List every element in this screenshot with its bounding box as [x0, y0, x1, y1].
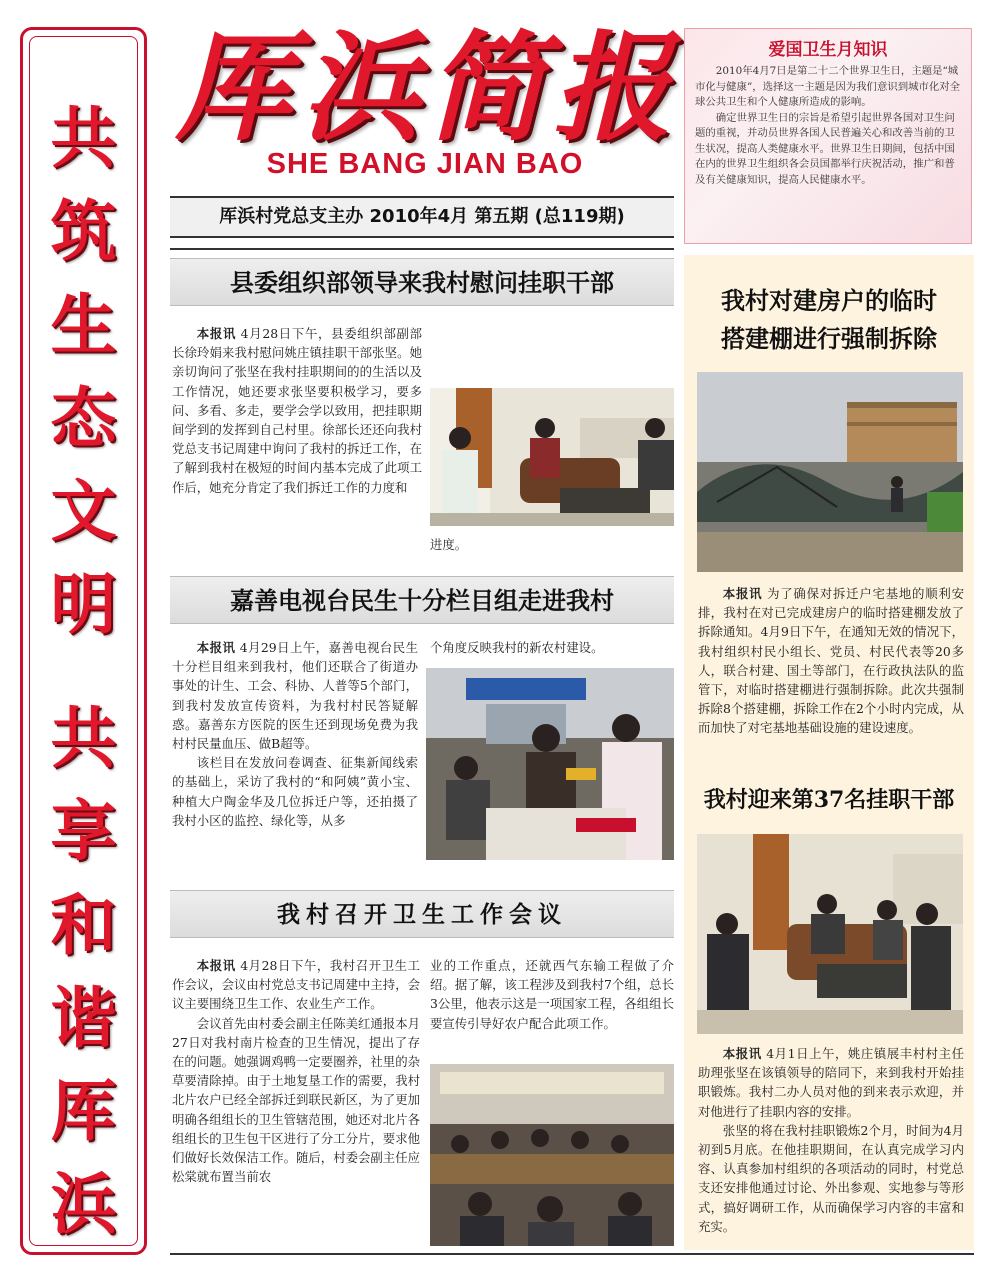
article2-photo	[426, 668, 674, 860]
side-slogan-banner	[20, 27, 147, 1255]
article1-photo	[430, 388, 674, 526]
masthead-pinyin: SHE BANG JIAN BAO	[266, 148, 584, 180]
article5-text1: 4月1日上午，姚庄镇展丰村村主任助理张坚在该镇领导的陪同下，来到我村开始挂职锻炼。我村二办人员对他的到来表示欢迎，并对他进行了挂职内容的安排。	[698, 1046, 964, 1119]
article3-text2: 会议首先由村委会副主任陈美红通报本月27日对我村南片检查的卫生情况，提出了存在的问题。她强调鸡鸭一定要圈养，社里的杂草要清除掉。由于土地复垦工作的需要，我村北片农户已经全部拆迁到联民新区，为了更加明确各组组长的卫生管辖范围，她还对北片各组组长的卫生包干区进行了分工分片，要求他们做好长效保洁工作。随后，村委会副主任应松棠就布置当前农	[172, 1015, 420, 1185]
article3-text3: 业的工作重点，还就西气东输工程做了介绍。据了解，该工程涉及到我村7个组，总长3公里，他表示这是一项国家工程，各组组长要宣传引导好农户配合此项工作。	[430, 958, 674, 1031]
slogan-char: 共	[50, 699, 117, 777]
article4-headline-line1: 我村对建房户的临时	[721, 286, 937, 315]
new-cadre-photo	[697, 834, 963, 1034]
article5-body	[698, 1044, 964, 1244]
section-divider	[170, 248, 674, 250]
article5-photo	[697, 834, 963, 1034]
article5-text2: 张坚的将在我村挂职锻炼2个月，时间为4月初到5月底。在他挂职期间，在认真完成学习内容、认真参加村组织的各项活动的同时，村党总支还安排他通过讨论、外出参观、实地参与等形式，搞好调研工作，从而确保学习内容的丰富和充实。	[698, 1122, 964, 1234]
article1-headline: 县委组织部领导来我村慰问挂职干部	[170, 258, 674, 306]
slogan-char: 态	[50, 379, 117, 457]
article4-text: 为了确保对拆迁户宅基地的顺利安排，我村在对已完成建房户的临时搭建棚发放了拆除通知。4月9日下午，在通知无效的情况下，我村组织村民小组长、党员、村民代表等20多人，联合村建、国土等部门，在行政执法队的监管下，对临时搭建棚进行强制拆除。此次共强制拆除8个搭建棚，拆除工作在2个小时内完成，从而加快了对宅基地基础设施的建设速度。	[698, 586, 964, 736]
article2-tail-text: 个角度反映我村的新农村建设。	[430, 640, 604, 655]
slogan-char: 生	[50, 286, 117, 364]
article1-lead: 本报讯	[196, 326, 237, 341]
article2-text2: 该栏目在发放问卷调查、征集新闻线索的基础上，采访了我村的“和阿姨”黄小宝、种植大户陶金华及几位拆迁户等，还拍摄了我村小区的监控、绿化等，从多	[172, 755, 418, 828]
slogan-char: 谐	[50, 979, 117, 1057]
masthead-title: 厍浜简报	[175, 18, 680, 157]
article4-body	[698, 584, 964, 744]
article5-lead: 本报讯	[722, 1046, 762, 1061]
slogan-char: 和	[50, 886, 117, 964]
slogan-char: 浜	[50, 1165, 117, 1243]
article4-headline-line2: 搭建棚进行强制拆除	[721, 324, 937, 353]
slogan-char: 文	[50, 472, 117, 550]
article3-lead: 本报讯	[196, 958, 236, 973]
bottom-rule	[170, 1253, 974, 1255]
office-visit-photo	[430, 388, 674, 526]
article2-text1: 4月29日上午，嘉善电视台民生十分栏目组来到我村，他们还联合了街道办事处的计生、工会、科协、人普等5个部门，到我村发放宣传资料，为我村村民答疑解惑。嘉善东方医院的医生还到现场免费为我村村民量血压、做B超等。	[172, 640, 418, 752]
article3-text1: 4月28日下午，我村召开卫生工作会议，会议由村党总支书记周建中主持，会议主要围绕卫生工作、农业生产工作。	[172, 958, 420, 1012]
knowledge-box-title: 爱国卫生月知识	[768, 40, 888, 60]
article4-headline	[684, 282, 974, 358]
slogan-char: 享	[50, 792, 117, 870]
article2-lead: 本报讯	[196, 640, 236, 655]
article1-tail	[430, 535, 674, 557]
slogan-char: 厍	[50, 1072, 117, 1150]
article1-tail-text: 进度。	[430, 537, 468, 552]
article2-headline: 嘉善电视台民生十分栏目组走进我村	[170, 576, 674, 624]
article5-headline: 我村迎来第37名挂职干部	[703, 787, 955, 813]
slogan-char: 共	[50, 99, 117, 177]
slogan-char: 明	[50, 565, 117, 643]
article3-body-right	[430, 956, 674, 1056]
article3-headline: 我村召开卫生工作会议	[170, 890, 674, 938]
slogan-char: 筑	[50, 192, 117, 270]
article3-body-left	[172, 956, 420, 1248]
meeting-photo	[430, 1064, 674, 1246]
knowledge-paragraph: 确定世界卫生日的宗旨是希望引起世界各国对卫生问题的重视，并动员世界各国人民普遍关心和改善当前的卫生状况，提高人类健康水平。世界卫生日期间，包括中国在内的世界卫生组织各会员国都举行庆祝活动，推广和普及有关健康知识，提高人民健康水平。	[695, 111, 955, 186]
article1-text: 4月28日下午，县委组织部副部长徐玲娟来我村慰问姚庄镇挂职干部张坚。她亲切询问了张坚在我村挂职期间的的生活以及工作情况，她还要求张坚要积极学习，要多问、多看、多走，要学会学以致用，把挂职期间学到的发挥到自己村里。徐部长还还向我村党总支书记周建中询问了我村的拆迁工作，在了解到我村在极短的时间内基本完成了此项工作后，她充分肯定了我们拆迁工作的力度和	[172, 326, 422, 495]
article1-body	[172, 324, 422, 560]
article4-lead: 本报讯	[722, 586, 763, 601]
health-knowledge-box	[684, 28, 972, 244]
article2-body	[172, 638, 418, 860]
article2-tail	[430, 638, 674, 660]
issue-line: 厍浜村党总支主办 2010年4月 第五期 (总119期)	[170, 196, 674, 238]
demolition-photo	[697, 372, 963, 572]
article4-photo	[697, 372, 963, 572]
article3-photo	[430, 1064, 674, 1246]
knowledge-paragraph: 2010年4月7日是第二十二个世界卫生日，主题是“城市化与健康”，选择这一主题是因为我们意识到城市化对全球公共卫生和个人健康所造成的影响。	[695, 65, 961, 108]
tv-crew-photo	[426, 668, 674, 860]
